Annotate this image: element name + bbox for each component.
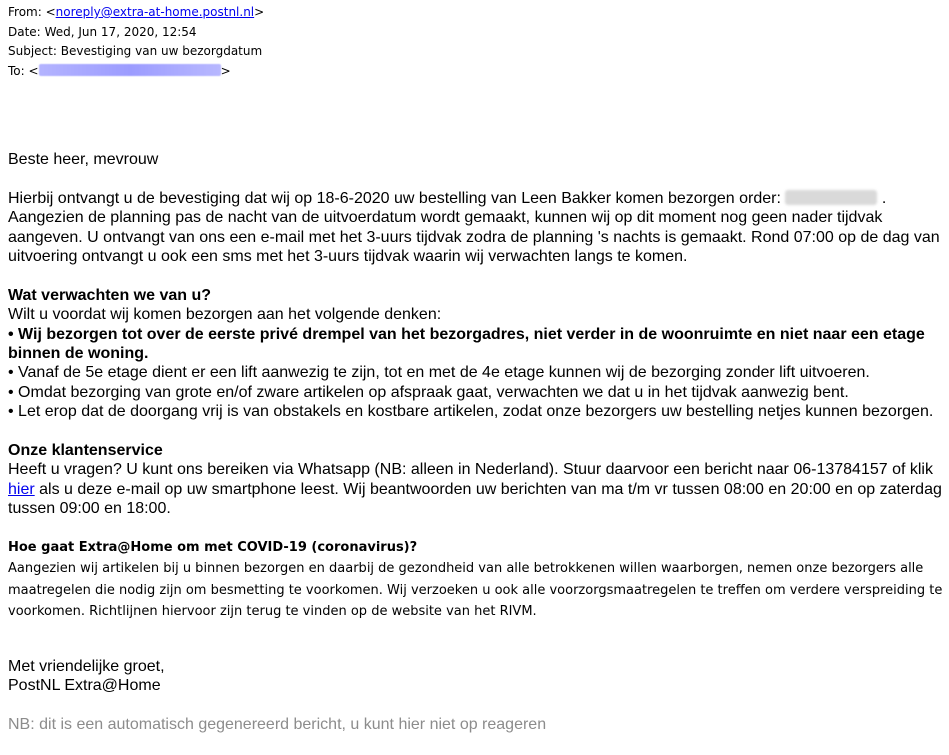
date-value: Wed, Jun 17, 2020, 12:54	[44, 24, 197, 39]
from-label: From:	[8, 5, 42, 19]
expect-heading: Wat verwachten we van u?	[8, 286, 212, 304]
covid-heading: Hoe gaat Extra@Home om met COVID-19 (coronavirus)?	[8, 539, 418, 555]
to-label: To:	[8, 63, 25, 78]
whatsapp-link[interactable]: hier	[8, 480, 35, 498]
covid-paragraph: Aangezien wij artikelen bij u binnen bezorgen en daarbij de gezondheid van alle betrokkenen willen waarborgen, nemen onze bezorgers alle maatregelen die nodig zijn om besmetting te voorkomen. Wij verzoeken u ook alle voorzorgsmaatregelen te treffen om verdere verspreiding te voorkomen. Richtlijnen hiervoor zijn terug te vinden op de website van het RIVM.	[8, 561, 943, 620]
from-line: From: <noreply@extra-at-home.postnl.nl>	[8, 5, 265, 19]
service-text-2: als u deze e-mail op uw smartphone leest. Wij beantwoorden uw berichten van ma t/m vr tussen 08:00 en 20:00 en op zaterdag tussen 09:00 en 18:00.	[8, 480, 942, 518]
subject-value: Bevestiging van uw bezorgdatum	[60, 44, 263, 58]
redacted-recipient	[39, 64, 221, 76]
service-heading: Onze klantenservice	[8, 442, 163, 460]
subject-line	[8, 42, 264, 62]
date-label: Date:	[8, 24, 41, 39]
bullet-item: • Let erop dat de doorgang vrij is van obstakels en kostbare artikelen, zodat onze bezorgers uw bestelling netjes kunnen bezorgen.	[8, 403, 934, 421]
footer-note: NB: dit is een automatisch gegenereerd bericht, u kunt hier niet op reageren	[8, 715, 547, 733]
bullet-item: • Wij bezorgen tot over de eerste privé drempel van het bezorgadres, niet verder in de woonruimte en niet naar een etage binnen de woning.	[8, 325, 925, 363]
redacted-order-number	[785, 190, 877, 205]
closing: Met vriendelijke groet,	[8, 657, 165, 675]
service-text-1: Heeft u vragen? U kunt ons bereiken via Whatsapp (NB: alleen in Nederland). Stuur daarvoor een bericht naar 06-13784157 of klik	[8, 461, 933, 479]
email-headers	[8, 3, 264, 81]
from-email-link[interactable]: noreply@extra-at-home.postnl.nl	[55, 5, 255, 19]
covid-section	[8, 537, 946, 623]
greeting: Beste heer, mevrouw	[8, 151, 159, 168]
service-paragraph	[8, 460, 946, 518]
subject-label: Subject:	[8, 44, 57, 58]
signature: PostNL Extra@Home	[8, 677, 161, 695]
expect-intro: Wilt u voordat wij komen bezorgen aan het volgende denken:	[8, 306, 442, 324]
bullet-item: • Omdat bezorging van grote en/of zware artikelen op afspraak gaat, verwachten we dat u in het tijdvak aanwezig bent.	[8, 383, 849, 401]
intro-paragraph	[8, 189, 946, 267]
intro-text-1: Hierbij ontvangt u de bevestiging dat wij op 18-6-2020 uw bestelling van Leen Bakker komen bezorgen order:	[8, 189, 781, 207]
bullet-item: • Vanaf de 5e etage dient er een lift aanwezig te zijn, tot en met de 4e etage kunnen wij de bezorging zonder lift uitvoeren.	[8, 364, 870, 382]
to-line: To: < >	[8, 63, 231, 78]
intro-text-2: . Aangezien de planning pas de nacht van de uitvoerdatum wordt gemaakt, kunnen wij op dit moment nog geen nader tijdvak aangeven. U ontvangt van ons een e-mail met het 3-uurs tijdvak zodra de planning 's nachts is gemaakt. Rond 07:00 op de dag van uitvoering ontvangt u ook een sms met het 3-uurs tijdvak waarin wij verwachten langs te komen.	[8, 189, 940, 266]
date-line	[8, 23, 264, 43]
email-body	[8, 150, 946, 734]
